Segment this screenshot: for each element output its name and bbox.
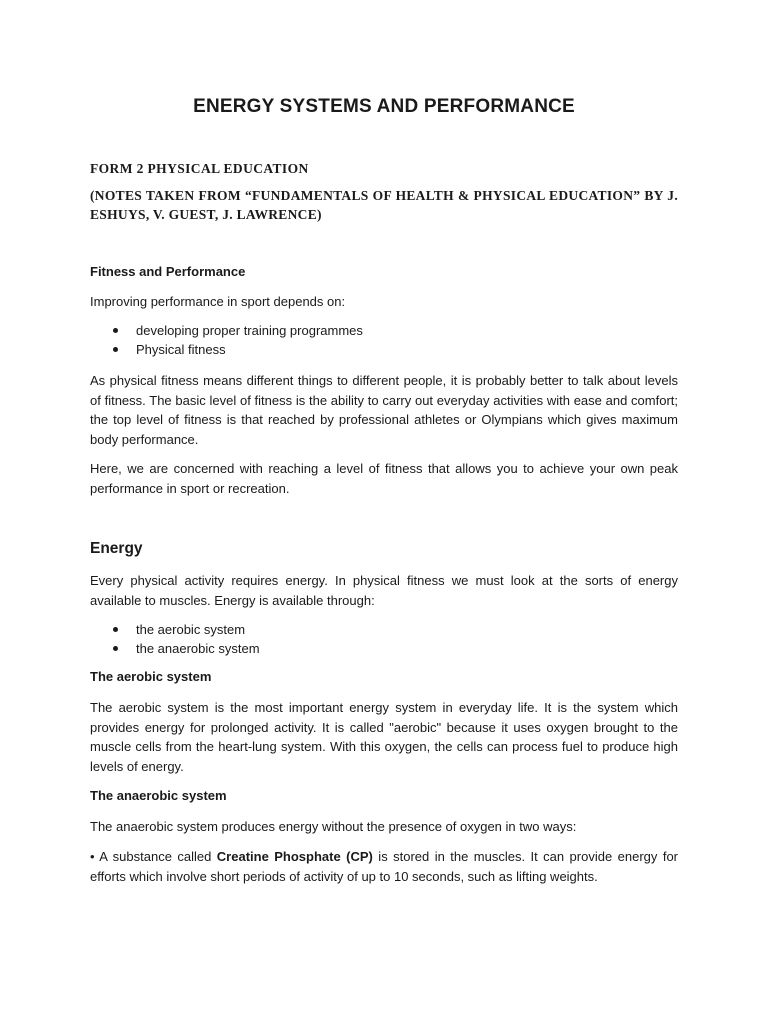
form-subtitle: FORM 2 PHYSICAL EDUCATION	[90, 161, 309, 176]
anaerobic-heading: The anaerobic system	[90, 788, 227, 803]
fitness-heading: Fitness and Performance	[90, 264, 246, 279]
fitness-intro: Improving performance in sport depends on:	[90, 294, 346, 309]
list-item: Physical fitness	[90, 340, 363, 359]
fitness-bullet-list	[90, 321, 363, 359]
bullet-icon	[113, 627, 118, 632]
list-item: the anaerobic system	[90, 639, 260, 658]
creatine-phosphate-term: Creatine Phosphate (CP)	[216, 849, 373, 864]
bullet-icon	[113, 347, 118, 352]
anaerobic-point: • A substance called Creatine Phosphate (CP) is stored in the muscles. It can provide energy for efforts which involve short periods of activity of up to 10 seconds, such as lifting weights.	[90, 849, 678, 884]
anaerobic-intro: The anaerobic system produces energy without the presence of oxygen in two ways:	[90, 819, 577, 834]
bullet-icon	[113, 328, 118, 333]
energy-bullet-list	[90, 620, 260, 658]
list-item: the aerobic system	[90, 620, 260, 639]
page-title: ENERGY SYSTEMS AND PERFORMANCE	[193, 96, 575, 117]
energy-intro: Every physical activity requires energy. In physical fitness we must look at the sorts of energy available to muscles. Energy is available through:	[90, 573, 678, 608]
energy-heading: Energy	[90, 540, 143, 557]
bullet-icon	[113, 646, 118, 651]
source-note: (NOTES TAKEN FROM “FUNDAMENTALS OF HEALTH & PHYSICAL EDUCATION” BY J. ESHUYS, V. GUEST, J. LAWRENCE)	[90, 188, 678, 222]
fitness-paragraph-1: As physical fitness means different things to different people, it is probably better to talk about levels of fitness. The basic level of fitness is the ability to carry out everyday activities with ease and comfort; the top level of fitness is that reached by professional athletes or Olympians which gives maximum body performance.	[90, 373, 678, 447]
fitness-paragraph-2: Here, we are concerned with reaching a level of fitness that allows you to achieve your own peak performance in sport or recreation.	[90, 461, 678, 496]
aerobic-heading: The aerobic system	[90, 669, 212, 684]
aerobic-paragraph: The aerobic system is the most important energy system in everyday life. It is the system which provides energy for prolonged activity. It is called "aerobic" because it uses oxygen brought to the muscle cells from the heart-lung system. With this oxygen, the cells can process fuel to produce high levels of energy.	[90, 700, 678, 774]
list-item: developing proper training programmes	[90, 321, 363, 340]
